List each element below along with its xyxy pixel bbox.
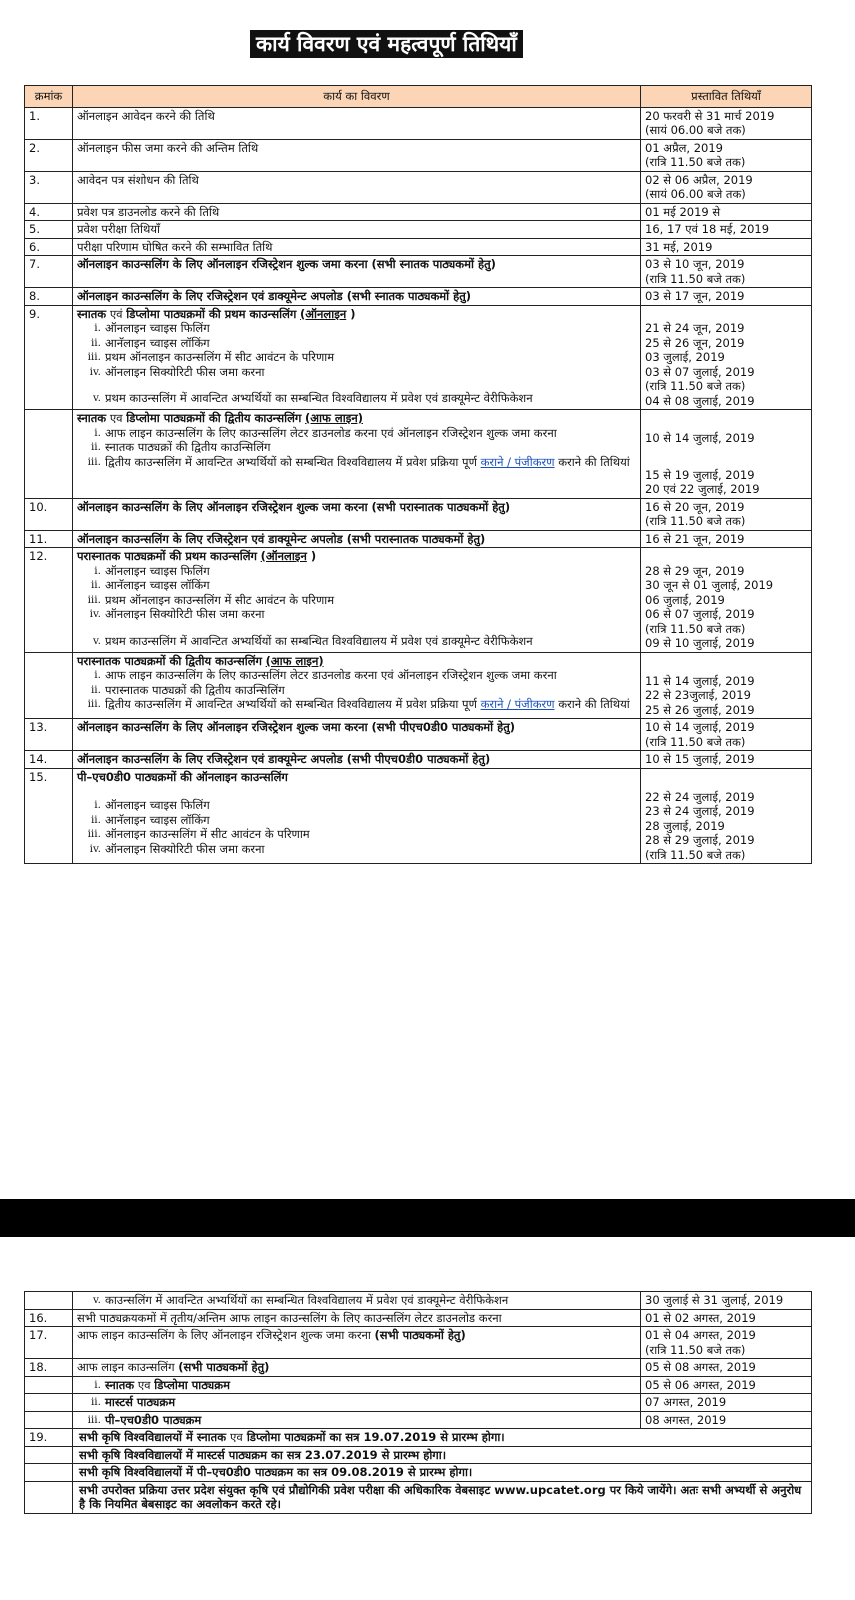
page-title: कार्य विवरण एवं महत्वपूर्ण तिथियाँ (250, 30, 523, 58)
row-dates (641, 548, 812, 653)
sub-item (77, 455, 636, 470)
roman-numeral: v. (92, 392, 101, 404)
sub-item-text: काउन्सलिंग में आवन्टित अभ्यर्थियों का सम्बन्धित विश्वविद्यालय में प्रवेश एवं डाक्यूमेन्ट वेरीफिकेशन (105, 1293, 509, 1307)
date-line: 25 से 26 जून, 2019 (645, 335, 745, 350)
sub-item (77, 391, 636, 406)
sub-item (77, 1395, 636, 1410)
table-row (25, 256, 812, 288)
row-dates: 08 अगस्त, 2019 (641, 1411, 812, 1429)
heading-part: स्नातक (77, 306, 107, 321)
date-line: 28 से 29 जुलाई, 2019 (645, 833, 755, 847)
row-description (73, 652, 641, 719)
row-number: 6. (25, 238, 73, 256)
roman-numeral: iii. (87, 455, 101, 468)
sub-item-text: कराने की तिथियां (554, 454, 630, 469)
roman-numeral: iii. (87, 593, 101, 606)
section-heading (77, 654, 636, 669)
row-description: ऑनलाइन काउन्सलिंग के लिए ऑनलाइन रजिस्ट्रेशन शुल्क जमा करना (सभी स्नातक पाठ्यकमों हेतु) (73, 256, 641, 288)
roman-numeral: v. (92, 1294, 101, 1306)
date-line: 28 से 29 जून, 2019 (645, 563, 745, 578)
date-line: 03 से 10 जून, 2019 (645, 257, 745, 271)
sub-item-text: कराने की तिथियां (554, 697, 630, 711)
sub-item-text: पी–एच0डी0 पाठ्यक्रम (105, 1412, 202, 1427)
row-description (73, 410, 641, 499)
date-line: 04 से 08 जुलाई, 2019 (645, 393, 755, 408)
sub-item (77, 1293, 636, 1308)
row-description: प्रवेश परीक्षा तिथियॉं (73, 221, 641, 239)
table-row (25, 530, 812, 548)
date-note: (रात्रि 11.50 बजे तक) (645, 514, 746, 528)
sub-item-text: प्रथम काउन्सलिंग में आवन्टित अभ्यर्थियों का सम्बन्धित विश्वविद्यालय में प्रवेश एवं डाक्यूमेन्ट वेरीफिकेशन (105, 391, 533, 405)
row-number: 8. (25, 288, 73, 306)
section-heading (77, 307, 636, 322)
row-dates (641, 256, 812, 288)
sub-item-text: ऑनलाइन सिक्योरिटी फीस जमा करना (105, 607, 265, 621)
table-row (25, 498, 812, 530)
date-note: (रात्रि 11.50 बजे तक) (645, 1342, 746, 1357)
sub-item (77, 668, 636, 683)
date-note: (रात्रि 11.50 बजे तक) (645, 155, 746, 169)
row-dates (641, 171, 812, 203)
sub-item-text: ऑनलाइन च्वाइस फिलिंग (105, 798, 210, 812)
row-dates (641, 1327, 812, 1359)
sub-item-text: स्नातक पाठ्यक्रों की द्वितीय काउन्सिलिंग (105, 440, 271, 454)
row-dates (641, 719, 812, 751)
row-dates: 07 अगस्त, 2019 (641, 1394, 812, 1412)
sub-item-text: प्रथम काउन्सलिंग में आवन्टित अभ्यर्थियों का सम्बन्धित विश्वविद्यालय में प्रवेश एवं डाक्यूमेन्ट वेरीफिकेशन (105, 633, 533, 648)
date-line: 25 से 26 जुलाई, 2019 (645, 702, 755, 717)
sub-item-text: प्रथम ऑनलाइन काउन्सलिंग में सीट आवंटन के परिणाम (105, 350, 335, 364)
row-dates: 16 से 21 जून, 2019 (641, 530, 812, 548)
row-number (25, 1446, 73, 1464)
heading-part: डिप्लोमा पाठ्यक्रमों की द्वितीय काउन्सलिंग (126, 411, 302, 425)
sub-item-text: द्वितीय काउन्सलिंग में आवन्टित अभ्यर्थियों को सम्बन्धित विश्वविद्यालय में प्रवेश प्रक्रिया पूर्ण (105, 454, 477, 469)
sub-item (77, 336, 636, 351)
row-description: ऑनलाइन काउन्सलिंग के लिए ऑनलाइन रजिस्ट्रेशन शुल्क जमा करना (सभी पीएच0डी0 पाठ्यकमों हेतु) (73, 719, 641, 751)
row-number: 7. (25, 256, 73, 288)
date-line: 02 से 06 अप्रैल, 2019 (645, 172, 753, 187)
row-number (25, 1292, 73, 1310)
row-description: परीक्षा परिणाम घोषित करने की सम्भावित तिथि (73, 238, 641, 256)
table-row (25, 719, 812, 751)
date-line: 21 से 24 जून, 2019 (645, 321, 745, 335)
row-number: 12. (25, 548, 73, 653)
row-description (73, 1376, 641, 1394)
date-line: 10 से 14 जुलाई, 2019 (645, 431, 755, 445)
row-dates (641, 139, 812, 171)
date-note: (रात्रि 11.50 बजे तक) (645, 734, 746, 749)
heading-mode: (ऑनलाइन (300, 306, 347, 321)
note-text: डिप्लोमा पाठ्यक्रमों का सत्र 19.07.2019 से प्रारम्भ होगा। (246, 1430, 505, 1444)
date-line: 11 से 14 जुलाई, 2019 (645, 673, 755, 688)
date-line: 16 से 20 जून, 2019 (645, 499, 745, 514)
row-number (25, 410, 73, 499)
heading-part: एव (109, 411, 123, 425)
heading-mode: (आफ लाइन) (265, 653, 324, 668)
website-note: सभी उपरोक्त प्रक्रिया उत्तर प्रदेश संयुक्त कृषि एवं प्रौद्योगिकी प्रवेश परीक्षा की अधिकारिक वेबसाइट www.upcatet.org पर किये जायेंगे। अतः सभी अभ्यर्थी से अनुरोध है कि नियमित बेबसाइट का अवलोकन करते रहे। (73, 1481, 812, 1513)
sub-item (77, 350, 636, 365)
row-number (25, 652, 73, 719)
sub-item-text: ऑनलाइन काउन्सलिंग में सीट आवंटन के परिणाम (105, 827, 310, 841)
row-description: ऑनलाइन काउन्सलिंग के लिए रजिस्ट्रेशन एवं डाक्यूमेन्ट अपलोड (सभी स्नातक पाठ्यकमों हेतु) (73, 288, 641, 306)
date-line: 22 से 24 जुलाई, 2019 (645, 789, 755, 804)
sub-item-text: द्वितीय काउन्सलिंग में आवन्टित अभ्यर्थियों को सम्बन्धित विश्वविद्यालय में प्रवेश प्रक्रिया पूर्ण (105, 697, 477, 711)
table-row (25, 139, 812, 171)
table-row (25, 1327, 812, 1359)
roman-numeral: iii. (87, 351, 101, 363)
row-number: 4. (25, 203, 73, 221)
sub-item-text: आनॅलाइन च्वाइस लॉकिंग (105, 335, 210, 350)
row-description: प्रवेश पत्र डाउनलोड करने की तिथि (73, 203, 641, 221)
date-line: 01 से 04 अगस्त, 2019 (645, 1328, 756, 1342)
heading-mode: (ऑनलाइन (260, 549, 307, 563)
date-line: 20 फरवरी से 31 मार्च 2019 (645, 108, 775, 123)
table-row (25, 288, 812, 306)
table-row (25, 107, 812, 139)
roman-numeral: i. (94, 1378, 101, 1391)
table-row (25, 221, 812, 239)
date-note: (सायं 06.00 बजे तक) (645, 187, 746, 201)
sub-item (77, 813, 636, 828)
sub-item (77, 798, 636, 813)
section-heading (77, 549, 636, 564)
row-description: ऑनलाइन आवेदन करने की तिथि (73, 107, 641, 139)
sub-item-text: आनॅलाइन च्वाइस लॉकिंग (105, 578, 210, 592)
table-row (25, 203, 812, 221)
session-note: सभी कृषि विश्वविद्यालयों में पी–एच0डी0 पाठ्यक्रम का सत्र 09.08.2019 से प्रारम्भ होगा। (73, 1464, 812, 1482)
row-number: 10. (25, 498, 73, 530)
registration-link[interactable]: कराने / पंजीकरण (480, 454, 555, 469)
row-dates: 10 से 15 जुलाई, 2019 (641, 751, 812, 769)
date-line: 28 जुलाई, 2019 (645, 818, 725, 833)
sub-item-text: एव (137, 1377, 151, 1392)
sub-item-text: आनॅलाइन च्वाइस लॉकिंग (105, 812, 210, 827)
roman-numeral: ii. (90, 336, 101, 349)
table-header-row (25, 86, 812, 108)
date-note: (रात्रि 11.50 बजे तक) (645, 271, 746, 286)
heading-part: ) (306, 549, 317, 563)
row-dates (641, 305, 812, 410)
sub-item-text: डिप्लोमा पाठ्यक्रम (154, 1377, 230, 1392)
sub-item (77, 440, 636, 455)
table-row (25, 1411, 812, 1429)
roman-numeral: ii. (90, 1396, 101, 1408)
date-line: 06 से 07 जुलाई, 2019 (645, 607, 755, 621)
sub-item-text: आफ लाइन काउन्सलिंग के लिए काउन्सलिंग लेटर डाउनलोड करना एवं ऑनलाइन रजिस्ट्रेशन शुल्क जमा करना (105, 668, 557, 682)
table-row (25, 751, 812, 769)
row-dates (641, 410, 812, 499)
row-dates: 03 से 17 जून, 2019 (641, 288, 812, 306)
row-number (25, 1376, 73, 1394)
sub-item (77, 607, 636, 622)
row-dates: 05 से 08 अगस्त, 2019 (641, 1359, 812, 1377)
table-row (25, 1376, 812, 1394)
sub-item (77, 1413, 636, 1428)
roman-numeral: iii. (87, 698, 101, 710)
row-description: आवेदन पत्र संशोधन की तिथि (73, 171, 641, 203)
table-row (25, 548, 812, 653)
row-dates: 31 मई, 2019 (641, 238, 812, 256)
table-row (25, 238, 812, 256)
heading-part: परास्नातक पाठ्यक्रमों की प्रथम काउन्सलिंग (77, 549, 257, 563)
row-description: सभी पाठ्यक्रयकमों में तृतीय/अन्तिम आफ लाइन काउन्सलिंग के लिए काउन्सलिंग लेटर डाउनलोड करना (73, 1309, 641, 1327)
roman-numeral: iii. (87, 828, 101, 840)
roman-numeral: i. (94, 564, 101, 577)
sub-item (77, 426, 636, 441)
sub-item (77, 634, 636, 649)
row-number: 18. (25, 1359, 73, 1377)
sub-item-text: मास्टर्स पाठ्यक्रम (105, 1395, 176, 1409)
row-description: ऑनलाइन काउन्सलिंग के लिए रजिस्ट्रेशन एवं डाक्यूमेन्ट अपलोड (सभी पीएच0डी0 पाठ्यकमों हेतु) (73, 751, 641, 769)
roman-numeral: iv. (89, 842, 101, 855)
page-break-band (0, 1199, 855, 1237)
table-row (25, 768, 812, 864)
row-description (73, 1359, 641, 1377)
table-row (25, 1446, 812, 1464)
sub-item-text: ऑनलाइन सिक्योरिटी फीस जमा करना (105, 364, 265, 379)
section-heading (77, 411, 636, 426)
roman-numeral: ii. (90, 683, 101, 696)
table-row (25, 1394, 812, 1412)
sub-item-text: आफ लाइन काउन्सलिंग के लिए काउन्सलिंग लेटर डाउनलोड करना एवं ऑनलाइन रजिस्ट्रेशन शुल्क जमा करना (105, 425, 557, 440)
row-number: 17. (25, 1327, 73, 1359)
date-line: 10 से 14 जुलाई, 2019 (645, 720, 755, 734)
roman-numeral: iv. (89, 608, 101, 620)
row-description: ऑनलाइन काउन्सलिंग के लिए ऑनलाइन रजिस्ट्रेशन शुल्क जमा करना (सभी परास्नातक पाठ्यकमों हेतु) (73, 498, 641, 530)
roman-numeral: i. (94, 799, 101, 811)
row-number (25, 1464, 73, 1482)
row-number: 16. (25, 1309, 73, 1327)
sub-item-text: ऑनलाइन सिक्योरिटी फीस जमा करना (105, 841, 265, 856)
sub-item (77, 697, 636, 712)
heading-part: डिप्लोमा पाठ्यक्रमों की प्रथम काउन्सलिंग (126, 306, 297, 321)
row-number: 11. (25, 530, 73, 548)
row-dates: 01 से 02 अगस्त, 2019 (641, 1309, 812, 1327)
row-dates (641, 498, 812, 530)
table-row (25, 410, 812, 499)
row-description (73, 1327, 641, 1359)
row-description: ऑनलाइन काउन्सलिंग के लिए रजिस्ट्रेशन एवं डाक्यूमेन्ट अपलोड (सभी परास्नातक पाठ्यकमों हेतु) (73, 530, 641, 548)
row-description (73, 548, 641, 653)
roman-numeral: i. (94, 669, 101, 681)
sub-item (77, 842, 636, 857)
table-row (25, 1481, 812, 1513)
row-description (73, 768, 641, 864)
row-number (25, 1394, 73, 1412)
row-number: 3. (25, 171, 73, 203)
roman-numeral: i. (94, 426, 101, 439)
row-dates: 01 मई 2019 से (641, 203, 812, 221)
row-dates: 30 जुलाई से 31 जुलाई, 2019 (641, 1292, 812, 1310)
date-line: 06 जुलाई, 2019 (645, 592, 725, 607)
sub-item-text: स्नातक (105, 1377, 135, 1392)
row-dates: 05 से 06 अगस्त, 2019 (641, 1376, 812, 1394)
sub-item-text: ऑनलाइन च्वाइस फिलिंग (105, 563, 210, 578)
sub-item (77, 578, 636, 593)
row-number: 1. (25, 107, 73, 139)
date-line: 01 अप्रैल, 2019 (645, 140, 723, 155)
date-line: 20 एवं 22 जुलाई, 2019 (645, 482, 760, 496)
heading-part: ) (346, 306, 356, 321)
table-row (25, 1429, 812, 1447)
sub-item-text: परास्नातक पाठ्यक्रों की द्वितीय काउन्सिलिंग (105, 682, 285, 697)
roman-numeral: ii. (90, 813, 101, 826)
header-sno: क्रमांक (25, 86, 73, 108)
note-text: सभी कृषि विश्वविद्यालयों में स्नातक (79, 1430, 227, 1444)
date-line: 30 जून से 01 जुलाई, 2019 (645, 578, 774, 592)
row-dates (641, 107, 812, 139)
section-heading: पी–एच0डी0 पाठ्यक्रमों की ऑनलाइन काउन्सलिंग (77, 769, 288, 784)
row-dates (641, 768, 812, 864)
roman-numeral: iv. (89, 365, 101, 378)
sub-item (77, 827, 636, 842)
row-number: 14. (25, 751, 73, 769)
row-description (73, 305, 641, 410)
row-number: 13. (25, 719, 73, 751)
session-note (73, 1429, 812, 1447)
sub-item-text: ऑनलाइन च्वाइस फिलिंग (105, 321, 210, 335)
sub-item (77, 593, 636, 608)
table-row (25, 1359, 812, 1377)
schedule-table (24, 85, 812, 864)
registration-link[interactable]: कराने / पंजीकरण (480, 697, 555, 711)
sub-item (77, 1378, 636, 1393)
header-dates: प्रस्तावित तिथियाँ (641, 86, 812, 108)
sub-item-text: प्रथम ऑनलाइन काउन्सलिंग में सीट आवंटन के परिणाम (105, 592, 335, 607)
date-line: 15 से 19 जुलाई, 2019 (645, 467, 755, 482)
schedule-table-continued (24, 1291, 812, 1514)
table-row (25, 1464, 812, 1482)
session-note: सभी कृषि विश्वविद्यालयों में मास्टर्स पाठ्यक्रम का सत्र 23.07.2019 से प्रारम्भ होगा। (73, 1446, 812, 1464)
date-line: 22 से 23जुलाई, 2019 (645, 688, 751, 702)
row-number: 5. (25, 221, 73, 239)
sub-item (77, 321, 636, 336)
date-note: (रात्रि 11.50 बजे तक) (645, 847, 746, 862)
sub-item (77, 683, 636, 698)
desc-bold: (सभी पाठ्यकमों हेतु) (374, 1328, 466, 1342)
desc-text: आफ लाइन काउन्सलिंग (77, 1360, 175, 1374)
roman-numeral: iii. (87, 1413, 101, 1426)
roman-numeral: i. (94, 322, 101, 334)
heading-mode: (आफ लाइन) (305, 411, 363, 425)
row-description (73, 1292, 641, 1310)
row-dates: 16, 17 एवं 18 मई, 2019 (641, 221, 812, 239)
row-number: 19. (25, 1429, 73, 1447)
row-number (25, 1411, 73, 1429)
date-note: (सायं 06.00 बजे तक) (645, 123, 746, 137)
roman-numeral: ii. (90, 579, 101, 591)
date-line: 03 जुलाई, 2019 (645, 350, 725, 364)
heading-part: एवं (109, 306, 123, 321)
heading-part: स्नातक (77, 411, 107, 425)
table-row (25, 171, 812, 203)
heading-part: परास्नातक पाठ्यक्रमों की द्वितीय काउन्सलिंग (77, 653, 262, 668)
roman-numeral: v. (92, 634, 101, 647)
sub-item (77, 564, 636, 579)
row-dates (641, 652, 812, 719)
date-line: 23 से 24 जुलाई, 2019 (645, 804, 755, 818)
desc-bold: (सभी पाठ्यकमों हेतु) (178, 1360, 270, 1374)
row-number: 15. (25, 768, 73, 864)
table-row (25, 305, 812, 410)
row-number (25, 1481, 73, 1513)
date-note: (रात्रि 11.50 बजे तक) (645, 621, 746, 636)
header-description: कार्य का विवरण (73, 86, 641, 108)
row-number: 2. (25, 139, 73, 171)
date-line: 09 से 10 जुलाई, 2019 (645, 636, 755, 650)
date-note: (रात्रि 11.50 बजे तक) (645, 379, 746, 393)
desc-text: आफ लाइन काउन्सलिंग के लिए ऑनलाइन रजिस्ट्रेशन शुल्क जमा करना (77, 1328, 371, 1342)
row-description (73, 1411, 641, 1429)
table-row (25, 1309, 812, 1327)
roman-numeral: ii. (90, 441, 101, 453)
note-text: एव (230, 1430, 243, 1444)
row-number: 9. (25, 305, 73, 410)
row-description: ऑनलाइन फीस जमा करने की अन्तिम तिथि (73, 139, 641, 171)
row-description (73, 1394, 641, 1412)
date-line: 03 से 07 जुलाई, 2019 (645, 364, 755, 379)
table-row (25, 652, 812, 719)
table-row (25, 1292, 812, 1310)
sub-item (77, 365, 636, 380)
